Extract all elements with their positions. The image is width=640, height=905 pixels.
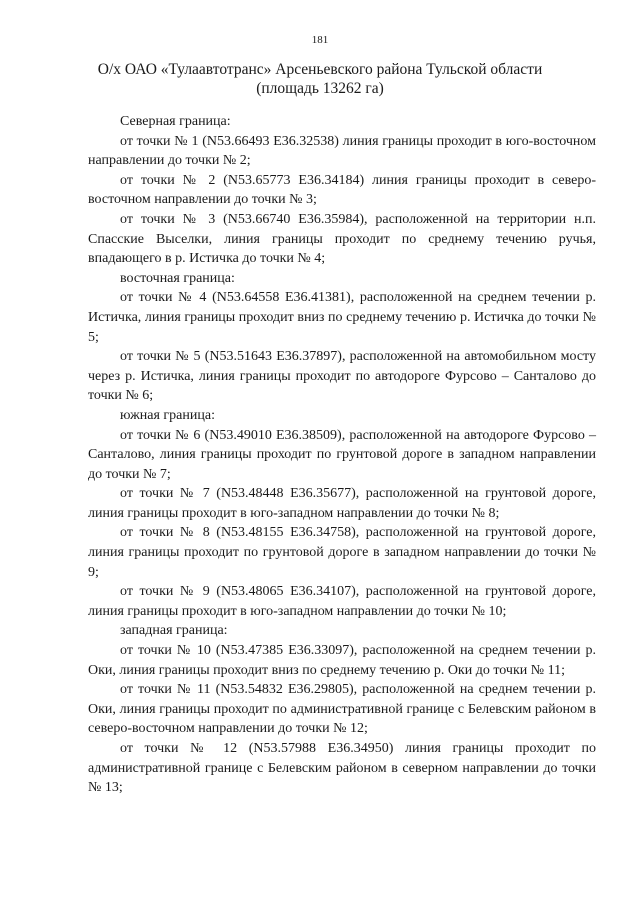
section-heading: западная граница: xyxy=(120,623,228,639)
boundary-paragraph: от точки № 11 (N53.54832 E36.29805), расположенной на среднем течении р. Оки, линия границы проходит по административной границе с Белевским районом в северо-восточном направлении до точки № 12; xyxy=(88,682,596,737)
boundary-paragraph: от точки № 12 (N53.57988 E36.34950) линия границы проходит по административной границе с Белевским районом в северном направлении до точки № 13; xyxy=(88,741,596,796)
section-heading: Северная граница: xyxy=(120,114,231,129)
boundary-paragraph: от точки № 8 (N53.48155 E36.34758), расположенной на грунтовой дороге, линия границы проходит по грунтовой дороге в западном направлении до точки № 9; xyxy=(88,525,596,580)
document-body xyxy=(88,112,596,798)
section-heading: южная граница: xyxy=(120,407,215,423)
title-line-1: О/х ОАО «Тулаавтотранс» Арсеньевского района Тульской области xyxy=(97,61,543,78)
boundary-paragraph: от точки № 3 (N53.66740 E36.35984), расположенной на территории н.п. Спасские Выселки, линия границы проходит по среднему течению ручья, впадающего в р. Истичка до точки № 4; xyxy=(88,211,596,267)
page-number: 181 xyxy=(311,34,329,46)
section-heading: восточная граница: xyxy=(120,270,235,286)
boundary-paragraph: от точки № 4 (N53.64558 E36.41381), расположенной на среднем течении р. Истичка, линия границы проходит вниз по среднему течению р. Истичка до точки № 5; xyxy=(88,290,596,345)
boundary-paragraph: от точки № 2 (N53.65773 E36.34184) линия границы проходит в северо-восточном направлении до точки № 3; xyxy=(88,172,596,208)
title-line-2: (площадь 13262 га) xyxy=(256,80,384,97)
boundary-paragraph: от точки № 5 (N53.51643 E36.37897), расположенной на автомобильном мосту через р. Истичка, линия границы проходит по автодороге Фурсово – Санталово до точки № 6; xyxy=(88,349,596,404)
boundary-paragraph: от точки № 10 (N53.47385 E36.33097), расположенной на среднем течении р. Оки, линия границы проходит вниз по среднему течению р. Оки до точки № 11; xyxy=(88,643,596,678)
document-title xyxy=(60,60,580,98)
boundary-paragraph: от точки № 7 (N53.48448 E36.35677), расположенной на грунтовой дороге, линия границы проходит в юго-западном направлении до точки № 8; xyxy=(88,486,596,521)
boundary-paragraph: от точки № 9 (N53.48065 E36.34107), расположенной на грунтовой дороге, линия границы проходит в юго-западном направлении до точки № 10; xyxy=(88,584,596,619)
boundary-paragraph: от точки № 6 (N53.49010 E36.38509), расположенной на автодороге Фурсово – Санталово, линия границы проходит по грунтовой дороге в западном направлении до точки № 7; xyxy=(88,427,596,482)
boundary-paragraph: от точки № 1 (N53.66493 E36.32538) линия границы проходит в юго-восточном направлении до точки № 2; xyxy=(88,133,596,169)
